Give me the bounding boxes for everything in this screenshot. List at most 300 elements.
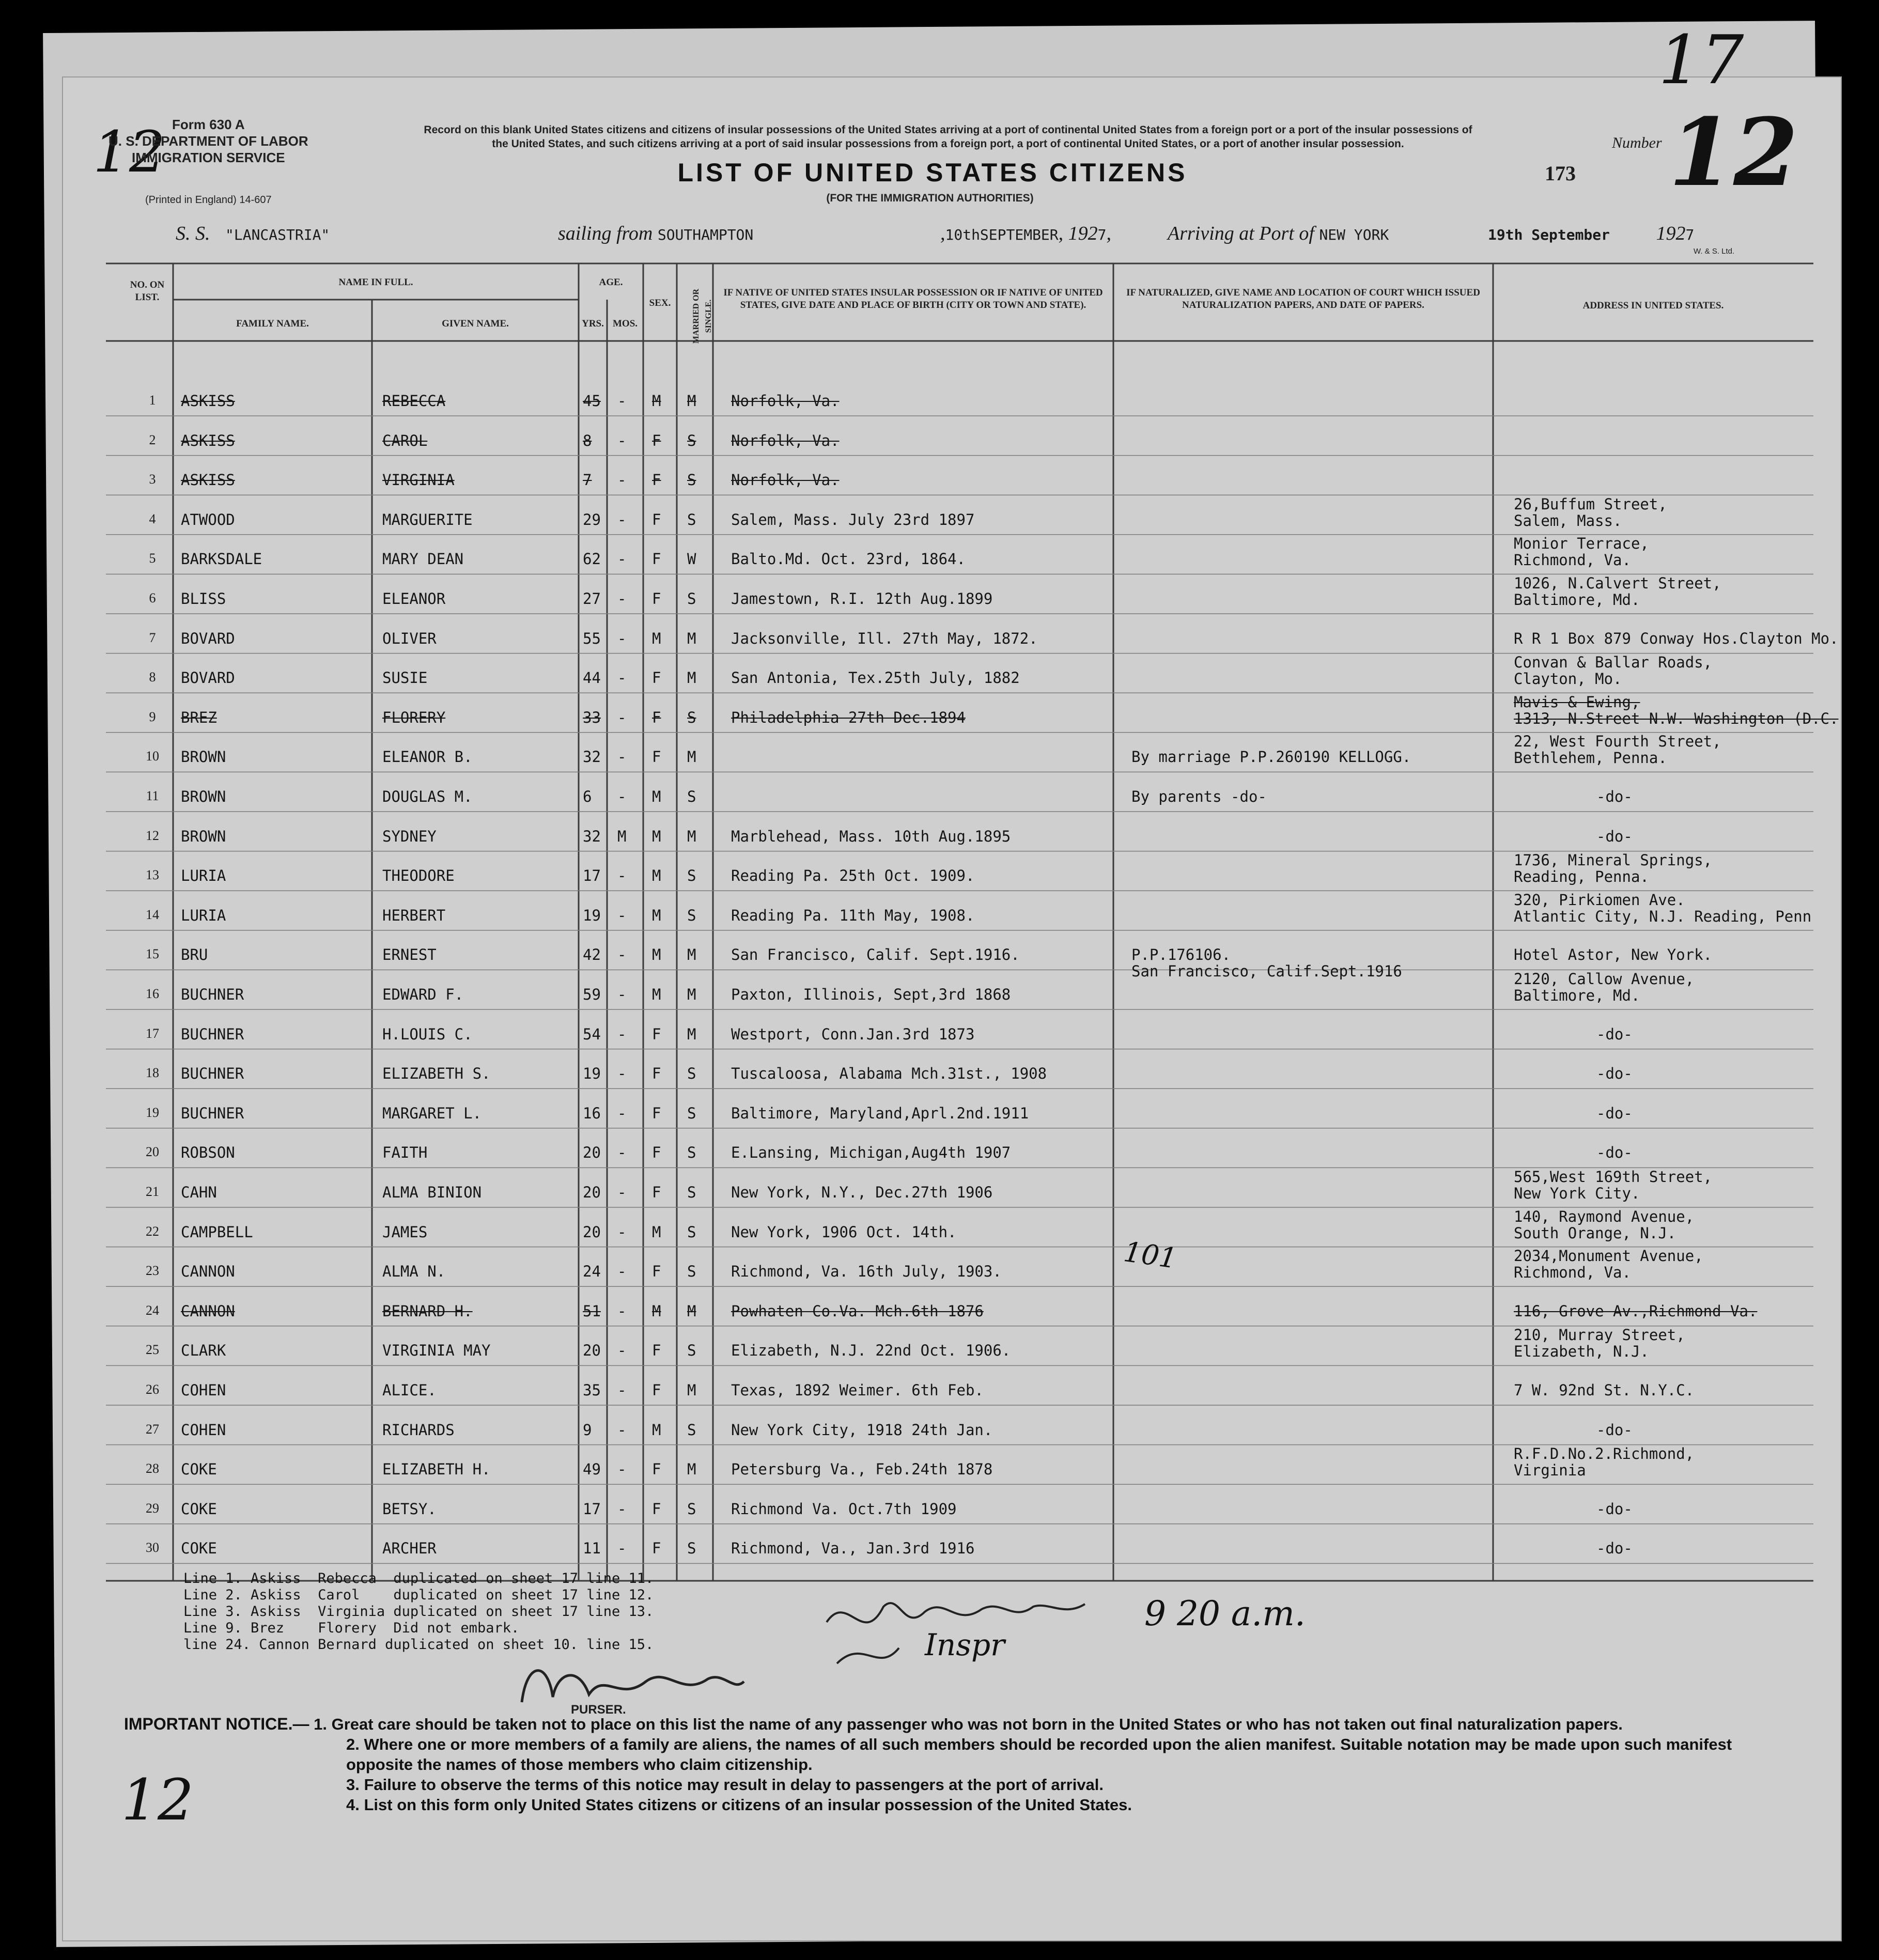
given-name: THEODORE xyxy=(382,867,455,885)
birth-place-date: Baltimore, Maryland,Aprl.2nd.1911 xyxy=(731,1104,1029,1122)
age-years: 8 xyxy=(583,431,592,449)
given-name: ELIZABETH S. xyxy=(382,1065,491,1083)
family-name: ASKISS xyxy=(181,431,235,449)
arriving-label: Arriving at Port of xyxy=(1168,223,1314,244)
col-header-name: NAME IN FULL. xyxy=(338,277,413,288)
marital-status: S xyxy=(687,590,696,608)
family-name: COKE xyxy=(181,1500,217,1518)
age-years: 59 xyxy=(583,986,601,1003)
age-months: - xyxy=(617,550,627,568)
given-name: MARGUERITE xyxy=(382,510,473,528)
address-line-1: 320, Pirkiomen Ave. xyxy=(1514,891,1685,909)
address-line-2: Richmond, Va. xyxy=(1514,1264,1631,1282)
birth-place-date: Tuscaloosa, Alabama Mch.31st., 1908 xyxy=(731,1065,1047,1083)
row-number: 22 xyxy=(146,1223,159,1239)
marital-status: M xyxy=(687,946,696,964)
row-number: 11 xyxy=(146,788,159,803)
row-number: 23 xyxy=(146,1263,159,1279)
departure-date: ,10thSEPTEMBER, 1927, xyxy=(940,223,1112,244)
row-number: 10 xyxy=(146,749,159,764)
age-years: 35 xyxy=(583,1381,601,1399)
row-number: 6 xyxy=(149,590,156,605)
footnote-line: Line 2. Askiss Carol duplicated on sheet 17 line 12. xyxy=(183,1587,654,1603)
address-line-1: R.F.D.No.2.Richmond, xyxy=(1514,1445,1695,1463)
birth-place-date: New York City, 1918 24th Jan. xyxy=(731,1421,993,1439)
age-months: - xyxy=(617,748,627,766)
number-handwritten: 12 xyxy=(1669,98,1798,207)
address-line-1: 22, West Fourth Street, xyxy=(1514,733,1721,751)
sex: F xyxy=(652,1342,661,1360)
age-years: 49 xyxy=(583,1460,601,1479)
marital-status: S xyxy=(687,471,696,489)
birth-place-date: San Antonia, Tex.25th July, 1882 xyxy=(731,669,1020,687)
age-months: - xyxy=(617,1104,627,1122)
marital-status: M xyxy=(687,748,696,766)
birth-place-date: E.Lansing, Michigan,Aug4th 1907 xyxy=(731,1144,1011,1162)
address-line-1: 565,West 169th Street, xyxy=(1514,1168,1713,1186)
family-name: CLARK xyxy=(181,1342,226,1360)
birth-place-date: Elizabeth, N.J. 22nd Oct. 1906. xyxy=(731,1342,1011,1360)
age-years: 29 xyxy=(583,510,601,528)
family-name: LURIA xyxy=(181,906,226,924)
marital-status: S xyxy=(687,1342,696,1360)
age-months: - xyxy=(617,708,627,726)
given-name: ALMA N. xyxy=(382,1263,446,1281)
address-line-2: Clayton, Mo. xyxy=(1514,670,1622,688)
age-months: - xyxy=(617,471,627,489)
family-name: CANNON xyxy=(181,1302,235,1320)
row-number: 8 xyxy=(149,670,156,685)
age-months: - xyxy=(617,1223,627,1241)
row-number: 2 xyxy=(149,432,156,447)
address-line-2: Atlantic City, N.J. Reading, Penn xyxy=(1514,907,1812,925)
sex: M xyxy=(652,1302,661,1320)
marital-status: S xyxy=(687,1263,696,1281)
sex: F xyxy=(652,669,661,687)
naturalization: By parents -do- xyxy=(1131,788,1267,805)
age-years: 44 xyxy=(583,669,601,687)
sex: F xyxy=(652,1539,661,1558)
row-number: 25 xyxy=(146,1342,159,1358)
birth-place-date: Westport, Conn.Jan.3rd 1873 xyxy=(731,1025,975,1043)
age-months: - xyxy=(617,906,627,924)
birth-place-date: Richmond, Va. 16th July, 1903. xyxy=(731,1263,1002,1281)
marital-status: S xyxy=(687,1421,696,1439)
given-name: ELEANOR B. xyxy=(382,748,473,766)
address-line-1: Monior Terrace, xyxy=(1514,535,1649,553)
notice-item-4: 4. List on this form only United States citizens or citizens of an insular possession of the United States. xyxy=(346,1796,1132,1814)
sex: M xyxy=(652,392,661,410)
age-years: 16 xyxy=(583,1104,601,1122)
given-name: ELEANOR xyxy=(382,590,446,608)
sex: M xyxy=(652,788,661,805)
age-years: 17 xyxy=(583,867,601,885)
row-number: 17 xyxy=(146,1025,159,1041)
marital-status: S xyxy=(687,1104,696,1122)
col-header-birth: IF NATIVE OF UNITED STATES INSULAR POSSESSION OR IF NATIVE OF UNITED STATES, GIVE DATE AND PLACE OF BIRTH (CITY OR TOWN AND STATE). xyxy=(723,287,1103,310)
row-number: 30 xyxy=(146,1540,159,1555)
given-name: FAITH xyxy=(382,1144,428,1162)
given-name: VIRGINIA xyxy=(382,471,455,489)
footnote-line: Line 3. Askiss Virginia duplicated on sheet 17 line 13. xyxy=(183,1604,654,1620)
col-header-mos: MOS. xyxy=(612,318,638,329)
form-number: Form 630 A xyxy=(172,117,245,132)
sex: F xyxy=(652,590,661,608)
address-line-2: Virginia xyxy=(1514,1461,1586,1480)
marital-status: W xyxy=(687,550,696,568)
address-line-2: Elizabeth, N.J. xyxy=(1514,1343,1649,1361)
address-line-2: South Orange, N.J. xyxy=(1514,1224,1676,1242)
row-number: 21 xyxy=(146,1184,159,1199)
sex: F xyxy=(652,550,661,568)
address-line-1: 116, Grove Av.,Richmond Va. xyxy=(1514,1302,1758,1320)
marital-status: S xyxy=(687,1539,696,1558)
birth-place-date: Paxton, Illinois, Sept,3rd 1868 xyxy=(731,986,1011,1003)
footnote-line: line 24. Cannon Bernard duplicated on sheet 10. line 15. xyxy=(183,1637,654,1653)
row-number: 18 xyxy=(146,1065,159,1081)
family-name: BROWN xyxy=(181,748,226,766)
family-name: CAMPBELL xyxy=(181,1223,253,1241)
sex: M xyxy=(652,986,661,1003)
col-header-sex: SEX. xyxy=(649,298,671,308)
age-years: 33 xyxy=(583,708,601,726)
address-line-1: -do- xyxy=(1596,1025,1633,1043)
age-years: 42 xyxy=(583,946,601,964)
marital-status: M xyxy=(687,1381,696,1399)
notice-heading: IMPORTANT NOTICE.— xyxy=(124,1715,309,1733)
family-name: BOVARD xyxy=(181,669,235,687)
family-name: BREZ xyxy=(181,708,217,726)
row-number: 26 xyxy=(146,1382,159,1397)
row-number: 7 xyxy=(149,630,156,645)
port-from: SOUTHAMPTON xyxy=(657,226,754,243)
marital-status: S xyxy=(687,1065,696,1083)
given-name: H.LOUIS C. xyxy=(382,1025,473,1043)
marital-status: M xyxy=(687,986,696,1003)
marital-status: S xyxy=(687,1223,696,1241)
footnote-line: Line 1. Askiss Rebecca duplicated on sheet 17 line 11. xyxy=(183,1570,654,1586)
age-months: - xyxy=(617,946,627,964)
arrive-date: 19th September xyxy=(1488,226,1610,243)
sex: F xyxy=(652,1184,661,1201)
age-years: 6 xyxy=(583,788,592,805)
marital-status: S xyxy=(687,431,696,449)
age-months: - xyxy=(617,1144,627,1162)
age-months: - xyxy=(617,1421,627,1439)
age-months: - xyxy=(617,1342,627,1360)
marital-status: S xyxy=(687,510,696,528)
family-name: BROWN xyxy=(181,827,226,845)
given-name: DOUGLAS M. xyxy=(382,788,473,805)
age-years: 62 xyxy=(583,550,601,568)
row-number: 4 xyxy=(149,511,156,526)
marital-status: M xyxy=(687,1302,696,1320)
col-header-age: AGE. xyxy=(599,277,623,288)
given-name: SYDNEY xyxy=(382,827,437,845)
sex: F xyxy=(652,1500,661,1518)
number-label: Number xyxy=(1612,134,1662,151)
year1-suffix: 7 xyxy=(1097,226,1107,243)
address-line-1: -do- xyxy=(1596,788,1633,805)
col-header-yrs: YRS. xyxy=(582,318,604,329)
age-months: - xyxy=(617,431,627,449)
address-line-1: Mavis & Ewing, xyxy=(1514,693,1640,711)
age-years: 27 xyxy=(583,590,601,608)
given-name: HERBERT xyxy=(382,906,446,924)
sailing-from-label: sailing from xyxy=(558,223,653,244)
age-years: 20 xyxy=(583,1342,601,1360)
address-line-1: 210, Murray Street, xyxy=(1514,1326,1685,1344)
address-line-1: -do- xyxy=(1596,1421,1633,1439)
given-name: MARY DEAN xyxy=(382,550,464,568)
marital-status: M xyxy=(687,669,696,687)
row-number: 13 xyxy=(146,867,159,883)
birth-place-date: Salem, Mass. July 23rd 1897 xyxy=(731,510,975,528)
col-header-naturalized: IF NATURALIZED, GIVE NAME AND LOCATION OF COURT WHICH ISSUED NATURALIZATION PAPERS, AND DATE OF PAPERS. xyxy=(1126,287,1480,310)
address-line-2: Bethlehem, Penna. xyxy=(1514,749,1667,767)
address-line-2: Reading, Penna. xyxy=(1514,868,1649,886)
given-name: VIRGINIA MAY xyxy=(382,1342,491,1360)
birth-place-date: New York, N.Y., Dec.27th 1906 xyxy=(731,1184,993,1201)
col-header-no: NO. ON LIST. xyxy=(130,279,165,303)
marital-status: S xyxy=(687,1144,696,1162)
row-number: 27 xyxy=(146,1421,159,1437)
sex: F xyxy=(652,510,661,528)
footnote-line: Line 9. Brez Florery Did not embark. xyxy=(183,1620,520,1636)
birth-place-date: Richmond, Va., Jan.3rd 1916 xyxy=(731,1539,975,1558)
ss-label: S. S. xyxy=(176,223,210,244)
address-line-1: 7 W. 92nd St. N.Y.C. xyxy=(1514,1381,1695,1399)
col-header-given: GIVEN NAME. xyxy=(442,318,509,329)
printed-note: (Printed in England) 14-607 xyxy=(145,194,272,206)
naturalization: P.P.176106. xyxy=(1131,946,1231,964)
family-name: COKE xyxy=(181,1460,217,1479)
family-name: ASKISS xyxy=(181,392,235,410)
address-line-1: -do- xyxy=(1596,1539,1633,1558)
col-header-married: MARRIED OR SINGLE. xyxy=(692,288,713,344)
row-number: 12 xyxy=(146,828,159,843)
age-years: 32 xyxy=(583,748,601,766)
important-notice xyxy=(124,1714,1793,1815)
given-name: MARGARET L. xyxy=(382,1104,482,1122)
col-header-address: ADDRESS IN UNITED STATES. xyxy=(1582,300,1724,311)
age-years: 7 xyxy=(583,471,592,489)
birth-place-date: Reading Pa. 25th Oct. 1909. xyxy=(731,867,975,885)
birth-place-date: New York, 1906 Oct. 14th. xyxy=(731,1223,957,1241)
address-line-1: R R 1 Box 879 Conway Hos.Clayton Mo. xyxy=(1514,629,1839,647)
row-number: 19 xyxy=(146,1105,159,1120)
address-line-1: 2120, Callow Avenue, xyxy=(1514,970,1695,988)
sex: M xyxy=(652,946,661,964)
address-line-1: Hotel Astor, New York. xyxy=(1514,946,1713,964)
purser-label: PURSER. xyxy=(571,1703,626,1717)
sex: F xyxy=(652,471,661,489)
age-months: - xyxy=(617,1381,627,1399)
page-title: LIST OF UNITED STATES CITIZENS xyxy=(677,158,1188,187)
marital-status: S xyxy=(687,788,696,805)
birth-place-date: Powhaten Co.Va. Mch.6th 1876 xyxy=(731,1302,984,1320)
sex: F xyxy=(652,748,661,766)
marital-status: M xyxy=(687,1460,696,1479)
given-name: ELIZABETH H. xyxy=(382,1460,491,1479)
sex: M xyxy=(652,906,661,924)
col-header-family: FAMILY NAME. xyxy=(236,318,309,329)
age-months: - xyxy=(617,629,627,647)
birth-place-date: Jamestown, R.I. 12th Aug.1899 xyxy=(731,590,993,608)
row-number: 16 xyxy=(146,986,159,1001)
sex: F xyxy=(652,1104,661,1122)
family-name: BOVARD xyxy=(181,629,235,647)
birth-place-date: Richmond Va. Oct.7th 1909 xyxy=(731,1500,957,1518)
given-name: CAROL xyxy=(382,431,428,449)
family-name: BLISS xyxy=(181,590,226,608)
annotation-time: 9 20 a.m. xyxy=(1144,1594,1306,1634)
age-months: - xyxy=(617,392,627,410)
age-months: M xyxy=(617,827,627,845)
family-name: ATWOOD xyxy=(181,510,235,528)
marital-status: S xyxy=(687,1500,696,1518)
address-line-1: -do- xyxy=(1596,1065,1633,1083)
given-name: JAMES xyxy=(382,1223,428,1241)
sheet-number: 173 xyxy=(1545,162,1576,185)
given-name: RICHARDS xyxy=(382,1421,455,1439)
notice-item-2: 2. Where one or more members of a family are aliens, the names of all such members should be recorded upon the alien manifest. Suitable notation may be made upon such manifest opposite the names of those members who claim citizenship. xyxy=(346,1735,1732,1774)
sex: F xyxy=(652,708,661,726)
age-years: 19 xyxy=(583,1065,601,1083)
age-years: 17 xyxy=(583,1500,601,1518)
sex: M xyxy=(652,1421,661,1439)
birth-place-date: Norfolk, Va. xyxy=(731,471,840,489)
age-years: 20 xyxy=(583,1223,601,1241)
address-line-1: -do- xyxy=(1596,1104,1633,1122)
given-name: OLIVER xyxy=(382,629,437,647)
naturalization-line-2: San Francisco, Calif.Sept.1916 xyxy=(1131,962,1402,981)
given-name: ALMA BINION xyxy=(382,1184,482,1201)
age-months: - xyxy=(617,1500,627,1518)
family-name: ROBSON xyxy=(181,1144,235,1162)
age-months: - xyxy=(617,867,627,885)
given-name: ALICE. xyxy=(382,1381,437,1399)
row-number: 1 xyxy=(149,393,156,408)
age-months: - xyxy=(617,1025,627,1043)
year2-prefix: 192 xyxy=(1656,223,1686,244)
given-name: ARCHER xyxy=(382,1539,437,1558)
family-name: BROWN xyxy=(181,788,226,805)
marital-status: S xyxy=(687,1184,696,1201)
birth-place-date: Norfolk, Va. xyxy=(731,392,840,410)
sex: M xyxy=(652,827,661,845)
age-months: - xyxy=(617,986,627,1003)
address-line-1: Convan & Ballar Roads, xyxy=(1514,654,1713,672)
page-subtitle: (FOR THE IMMIGRATION AUTHORITIES) xyxy=(826,192,1034,204)
row-number: 5 xyxy=(149,551,156,566)
row-number: 24 xyxy=(146,1302,159,1318)
row-number: 20 xyxy=(146,1144,159,1160)
left-mark-bottom: 12 xyxy=(121,1767,194,1833)
given-name: REBECCA xyxy=(382,392,446,410)
family-name: BUCHNER xyxy=(181,1065,244,1083)
port-to: NEW YORK xyxy=(1319,226,1389,243)
age-years: 19 xyxy=(583,906,601,924)
depart-date: 10thSEPTEMBER xyxy=(945,226,1059,243)
department-name: U. S. DEPARTMENT OF LABOR xyxy=(108,133,308,149)
given-name: BETSY. xyxy=(382,1500,437,1518)
address-line-1: 2034,Monument Avenue, xyxy=(1514,1247,1703,1265)
address-line-2: 1313, N.Street N.W. Washington (D.C. xyxy=(1514,709,1839,727)
age-months: - xyxy=(617,1302,627,1320)
age-months: - xyxy=(617,1460,627,1479)
sex: F xyxy=(652,1025,661,1043)
age-months: - xyxy=(617,669,627,687)
given-name: SUSIE xyxy=(382,669,428,687)
age-years: 54 xyxy=(583,1025,601,1043)
birth-place-date: San Francisco, Calif. Sept.1916. xyxy=(731,946,1020,964)
row-number: 28 xyxy=(146,1461,159,1476)
notice-item-1: 1. Great care should be taken not to place on this list the name of any passenger who was not born in the United States or who has not taken out final naturalization papers. xyxy=(314,1715,1623,1733)
birth-place-date: Philadelphia 27th Dec.1894 xyxy=(731,708,966,726)
given-name: EDWARD F. xyxy=(382,986,464,1003)
row-number: 15 xyxy=(146,946,159,962)
row-number: 9 xyxy=(149,709,156,724)
marital-status: M xyxy=(687,392,696,410)
given-name: ERNEST xyxy=(382,946,437,964)
sex: F xyxy=(652,431,661,449)
age-months: - xyxy=(617,1539,627,1558)
age-months: - xyxy=(617,590,627,608)
marital-status: M xyxy=(687,1025,696,1043)
address-line-1: -do- xyxy=(1596,827,1633,845)
year1-prefix: 192 xyxy=(1068,223,1098,244)
address-line-1: 1026, N.Calvert Street, xyxy=(1514,574,1721,592)
marital-status: S xyxy=(687,708,696,726)
family-name: BRU xyxy=(181,946,208,964)
sex: F xyxy=(652,1381,661,1399)
address-line-2: New York City. xyxy=(1514,1185,1640,1202)
address-line-2: Richmond, Va. xyxy=(1514,551,1631,569)
address-line-1: 26,Buffum Street, xyxy=(1514,495,1667,513)
sex: M xyxy=(652,629,661,647)
age-years: 20 xyxy=(583,1184,601,1201)
sex: F xyxy=(652,1065,661,1083)
age-months: - xyxy=(617,1184,627,1201)
family-name: COHEN xyxy=(181,1381,226,1399)
age-years: 32 xyxy=(583,827,601,845)
annotation-101: 101 xyxy=(1122,1235,1179,1275)
sex: M xyxy=(652,867,661,885)
sex: M xyxy=(652,1223,661,1241)
age-months: - xyxy=(617,510,627,528)
marital-status: S xyxy=(687,867,696,885)
birth-place-date: Balto.Md. Oct. 23rd, 1864. xyxy=(731,550,966,568)
address-line-1: -do- xyxy=(1596,1144,1633,1162)
address-line-2: Baltimore, Md. xyxy=(1514,987,1640,1004)
corner-mark-top-right: 17 xyxy=(1658,21,1744,99)
year2-suffix: 7 xyxy=(1685,226,1695,243)
family-name: COHEN xyxy=(181,1421,226,1439)
inspector-label: Inspr xyxy=(925,1627,1005,1662)
address-line-1: 140, Raymond Avenue, xyxy=(1514,1207,1695,1225)
age-months: - xyxy=(617,1065,627,1083)
record-instructions: Record on this blank United States citizens and citizens of insular possessions of the United States arriving at a port of continental United States from a foreign port or a port of the insular possessions of the United States, and such citizens arriving at a port of said insular possessions from a foreign port, a port of continental United States, or a port of another insular possession. xyxy=(424,124,1472,150)
birth-place-date: Marblehead, Mass. 10th Aug.1895 xyxy=(731,827,1011,845)
sex: F xyxy=(652,1263,661,1281)
row-number: 14 xyxy=(146,907,159,922)
family-name: BUCHNER xyxy=(181,1025,244,1043)
left-mark-top: 12 xyxy=(93,119,165,185)
address-line-1: -do- xyxy=(1596,1500,1633,1518)
age-years: 51 xyxy=(583,1302,601,1320)
birth-place-date: Norfolk, Va. xyxy=(731,431,840,449)
